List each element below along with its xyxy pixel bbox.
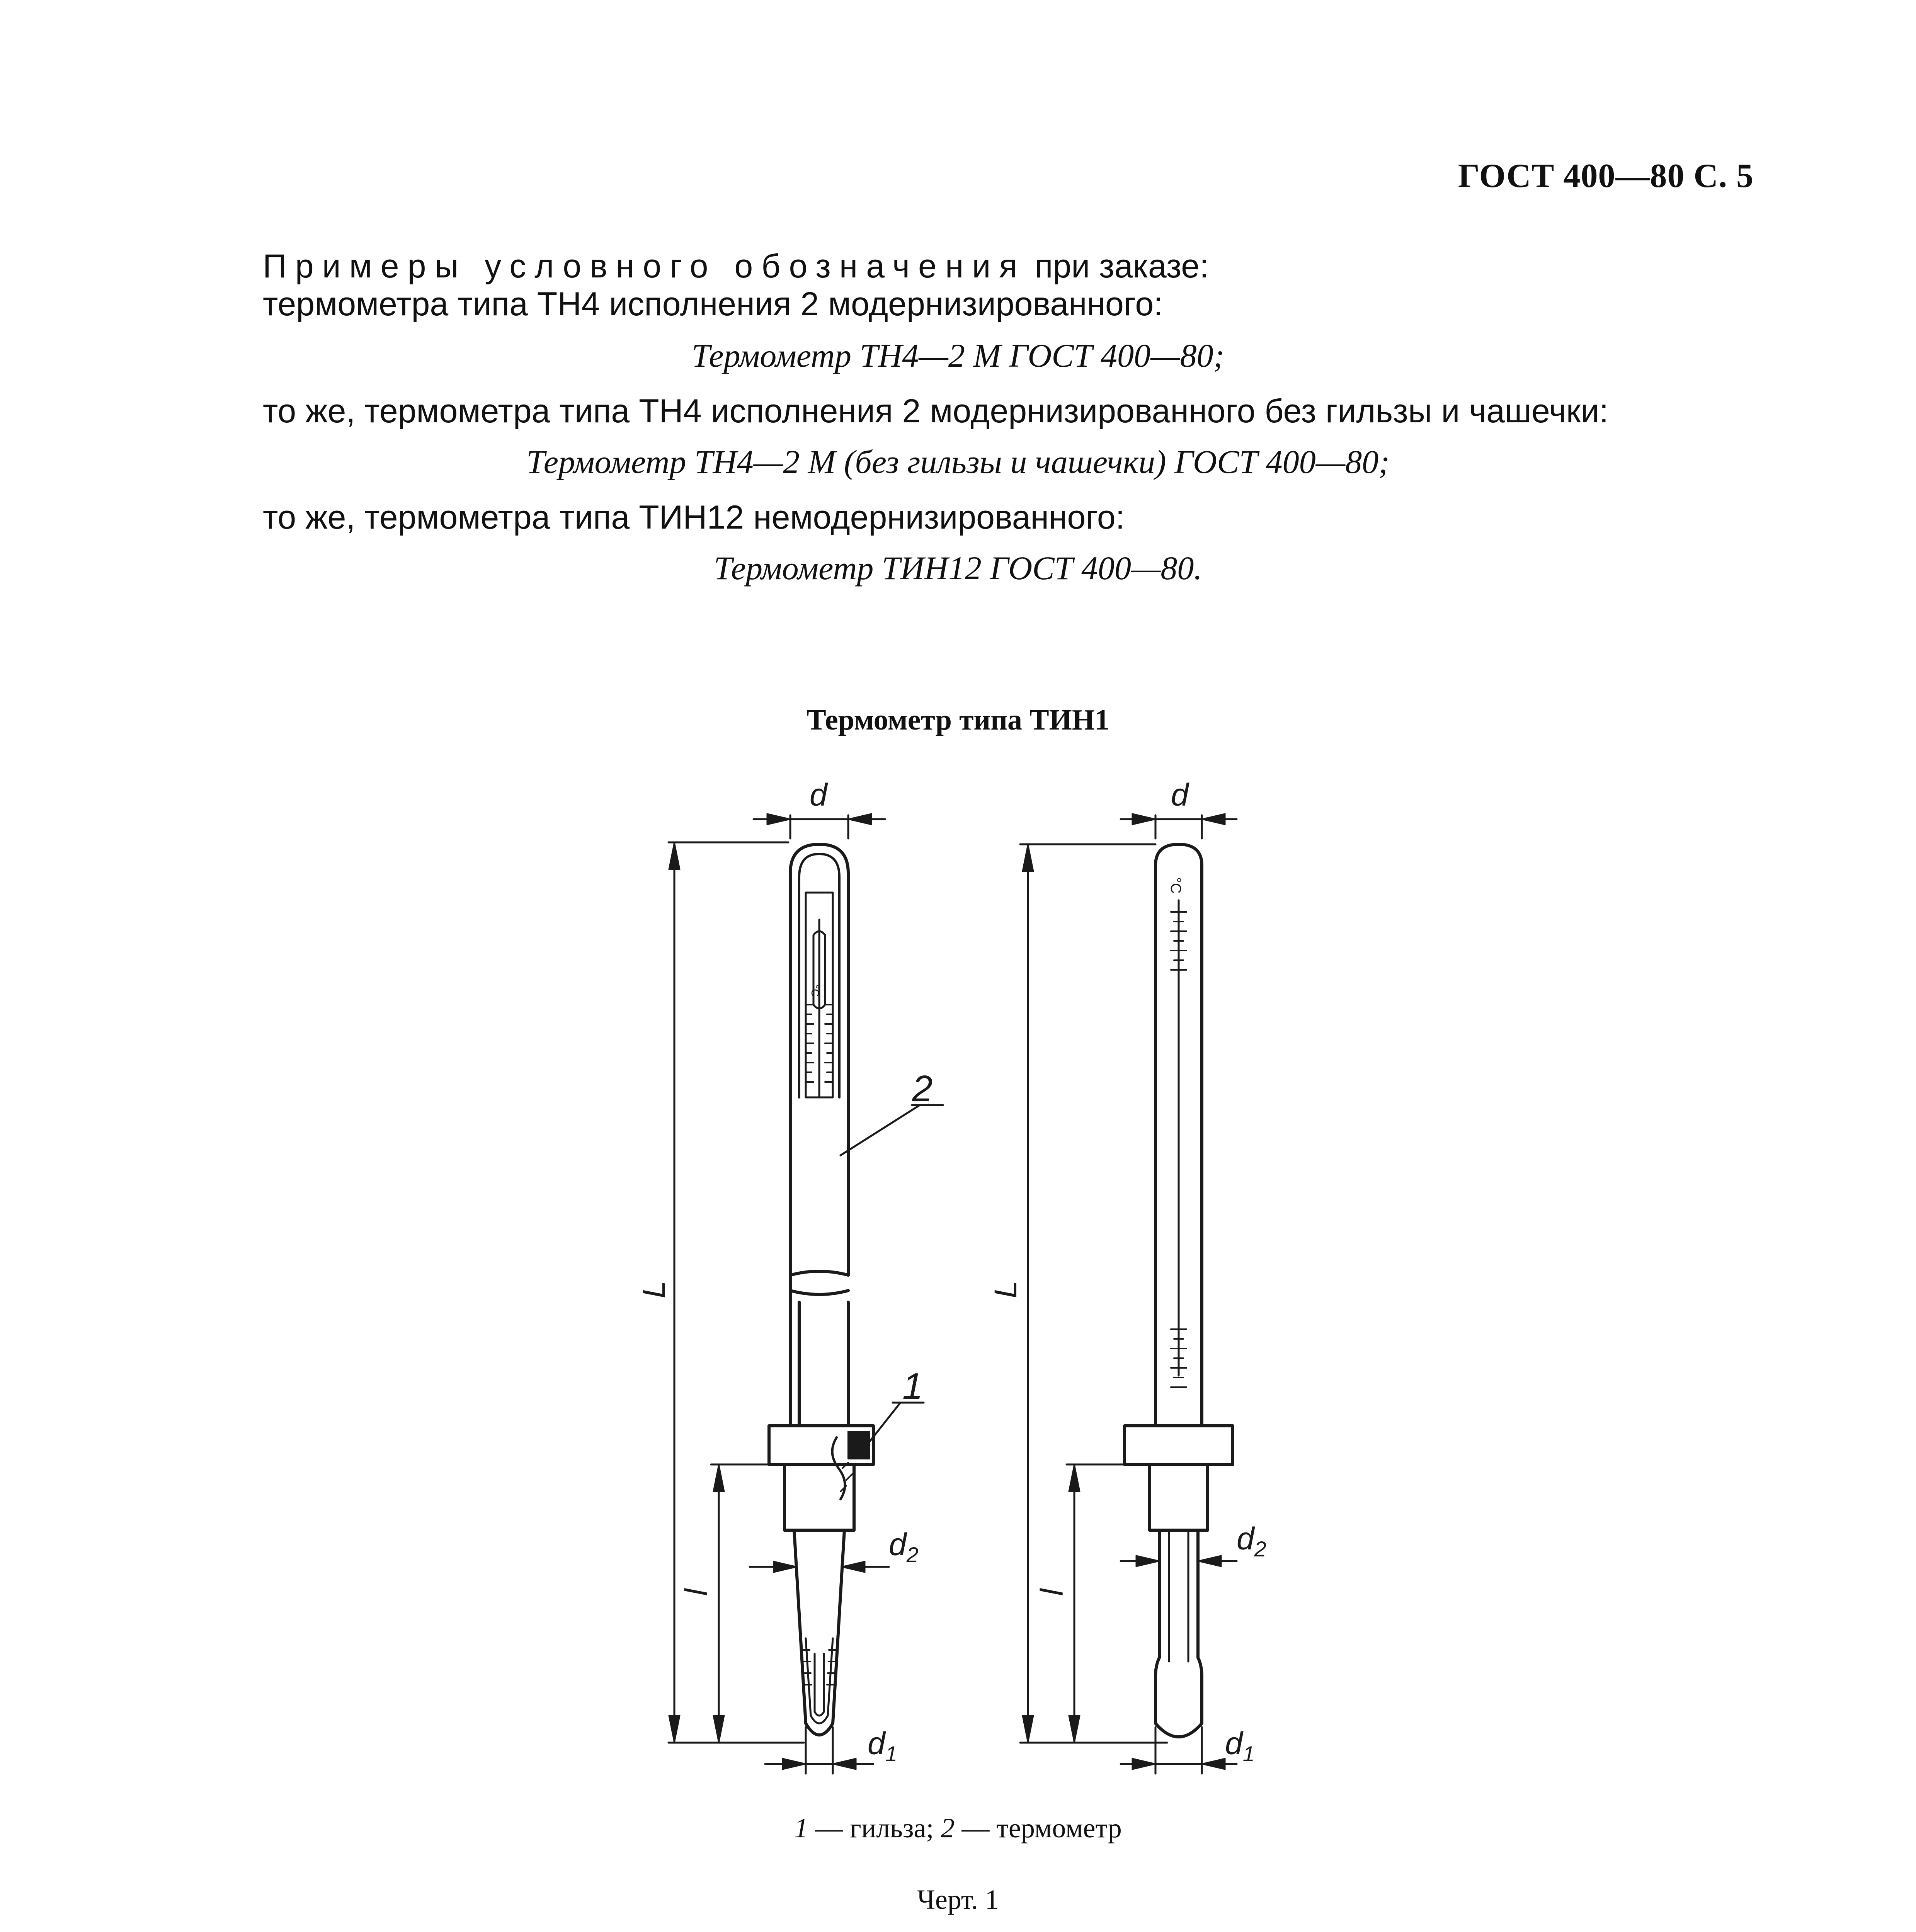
right-celsius-mark: °C [1167, 877, 1184, 894]
callout-2: 2 [912, 1068, 933, 1109]
right-L-label: L [988, 1281, 1023, 1298]
intro-line4: то же, термометра типа ТИН12 немодернизированного: [263, 499, 1125, 536]
intro-lead-rest: при заказе: [1025, 248, 1209, 285]
right-d2-label: $d_2$ [1237, 1521, 1266, 1561]
figure-caption: Черт. 1 [917, 1884, 999, 1915]
left-d2-label: $d_2$ [889, 1527, 919, 1567]
left-view [669, 814, 943, 1774]
example-3: Термометр ТИН12 ГОСТ 400—80. [714, 549, 1202, 587]
right-d1-label: $d_1$ [1225, 1726, 1255, 1766]
example-1: Термометр ТН4—2 М ГОСТ 400—80; [691, 337, 1225, 374]
callout-1: 1 [902, 1366, 923, 1407]
example-2: Термометр ТН4—2 М (без гильзы и чашечки) ГОСТ 400—80; [526, 443, 1390, 480]
intro-line2: термометра типа ТН4 исполнения 2 модернизированного: [263, 286, 1163, 323]
left-celsius-mark: °C [809, 985, 821, 997]
left-d-label: d [810, 777, 827, 813]
right-l-label: l [1035, 1588, 1070, 1596]
intro-line3: то же, термометра типа ТН4 исполнения 2 модернизированного без гильзы и чашечки: [263, 393, 1609, 430]
left-L-label: L [636, 1281, 672, 1298]
legend-text-1: — гильза; [808, 1813, 941, 1844]
right-d-label: d [1171, 777, 1189, 813]
intro-lead-spaced: Примеры условного обозначения [263, 248, 1026, 285]
left-l-label: l [679, 1588, 714, 1596]
left-d1-label: $d_1$ [868, 1726, 897, 1766]
legend-text-2: — термометр [955, 1813, 1122, 1844]
right-view [1020, 814, 1237, 1774]
legend-num-2: 2 [941, 1813, 955, 1844]
page-header: ГОСТ 400—80 С. 5 [1458, 157, 1754, 195]
legend-num-1: 1 [794, 1813, 808, 1844]
figure-title: Термометр типа ТИН1 [807, 704, 1109, 736]
figure-legend [0, 1812, 1916, 1844]
